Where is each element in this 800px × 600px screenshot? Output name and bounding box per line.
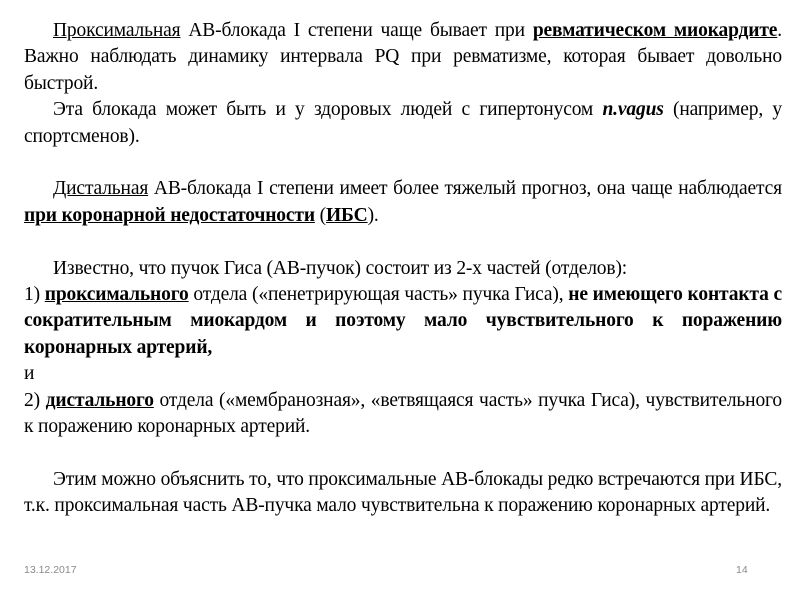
paragraph-text: (например, у спортсменов). <box>24 99 782 147</box>
list-item-distal <box>24 388 782 441</box>
term-proximal-part: проксимального <box>44 284 189 306</box>
conjunction-text: и <box>24 363 35 385</box>
footer-page-number: 14 <box>736 564 748 576</box>
term-proximal: Проксимальная <box>53 20 181 41</box>
paragraph-proximal-block <box>24 18 782 97</box>
paragraph-conclusion <box>24 467 782 520</box>
paragraph-text: АВ-блокада I степени чаще бывает при <box>180 20 533 41</box>
paragraph-text: Эта блокада может быть и у здоровых людей с гипертонусом <box>53 99 603 121</box>
term-rheumatic-myocarditis: ревматическом миокардите <box>532 20 778 41</box>
term-distal: Дистальная <box>53 178 149 200</box>
paragraph-text: Известно, что пучок Гиса (АВ-пучок) состоит из 2-х частей (отделов): <box>53 257 628 279</box>
paragraph-distal-block <box>24 176 782 229</box>
list-item-prefix: 1) <box>24 284 45 306</box>
term-coronary-insufficiency: при коронарной недостаточности <box>24 204 315 226</box>
conjunction <box>24 361 782 387</box>
footer-date: 13.12.2017 <box>24 564 77 576</box>
paragraph-text: ( <box>314 204 327 226</box>
spacer <box>24 150 782 176</box>
list-item-proximal <box>24 282 782 361</box>
spacer <box>24 229 782 255</box>
emphasis-text: не имеющего контакта с сократительным миокардом и поэтому мало чувствительного к поражению коронарных артерий, <box>24 284 782 358</box>
paragraph-text: . Важно наблюдать динамику интервала PQ при ревматизме, которая бывает довольно быстрой. <box>24 20 782 94</box>
slide-body <box>24 18 782 520</box>
spacer <box>24 440 782 466</box>
paragraph-text: отдела («пенетрирующая часть» пучка Гиса), <box>188 284 569 306</box>
paragraph-text: АВ-блокада I степени имеет более тяжелый прогноз, она чаще наблюдается <box>148 178 782 200</box>
paragraph-text: отдела («мембранозная», «ветвящаяся часть» пучка Гиса), чувствительного к поражению коронарных артерий. <box>24 389 783 438</box>
term-ibs: ИБС <box>326 204 368 226</box>
term-vagus: n.vagus <box>602 99 664 121</box>
paragraph-text: ). <box>367 204 379 226</box>
list-item-prefix: 2) <box>24 389 46 411</box>
paragraph-his-bundle <box>24 256 782 282</box>
term-distal-part: дистального <box>45 389 154 411</box>
paragraph-text: Этим можно объяснить то, что проксимальные АВ-блокады редко встречаются при ИБС, т.к. проксимальная часть АВ-пучка мало чувствительна к поражению коронарных артерий. <box>24 468 782 517</box>
paragraph-vagus <box>24 97 782 150</box>
